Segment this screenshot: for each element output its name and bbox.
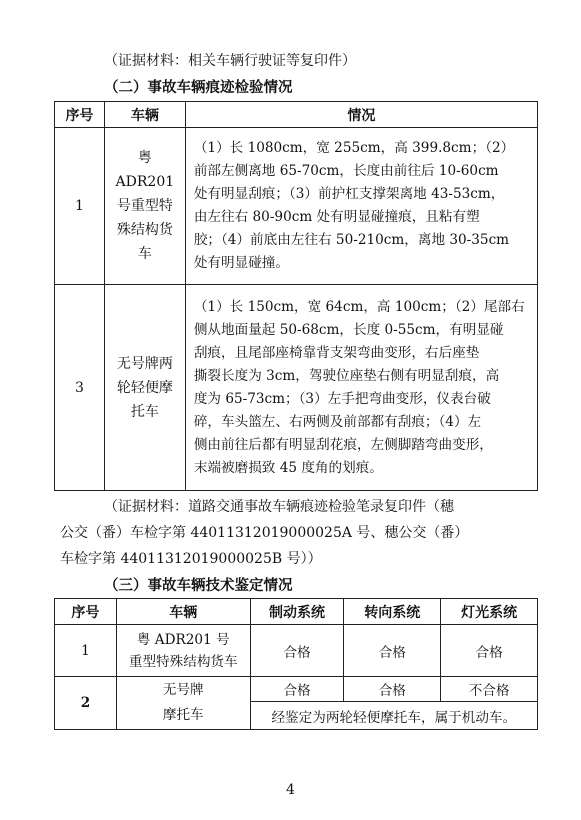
header-brake: 制动系统 bbox=[250, 599, 344, 625]
vehicle-name bbox=[104, 285, 185, 491]
evidence-note-records-1: （证据材料：道路交通事故车辆痕迹检验笔录复印件（穗 bbox=[104, 499, 454, 515]
evidence-note-records-2: 公交（番）车检字第 44011312019000025A 号、穗公交（番） bbox=[60, 525, 469, 541]
desc-line: 碎，车头篮左、右两侧及前部都有刮痕；（4）左 bbox=[193, 413, 482, 430]
header-situation: 情况 bbox=[185, 102, 537, 128]
brake-result: 合格 bbox=[250, 625, 344, 677]
desc-line: 侧由前往后都有明显刮花痕，左侧脚踏弯曲变形， bbox=[193, 436, 493, 453]
lighting-result: 不合格 bbox=[441, 677, 538, 702]
vehicle-line: 重型特殊结构货车 bbox=[128, 653, 238, 670]
desc-line: 由左往右 80-90cm 处有明显碰撞痕，且粘有塑 bbox=[193, 209, 480, 225]
header-vehicle: 车辆 bbox=[104, 102, 185, 128]
vehicle-name bbox=[104, 128, 185, 285]
vehicle-name bbox=[116, 625, 250, 677]
desc-line: 处有明显刮痕；（3）前护杠支撑架离地 43-53cm， bbox=[193, 186, 505, 202]
evidence-note-license: （证据材料：相关车辆行驶证等复印件） bbox=[104, 53, 356, 69]
vehicle-line: 粤 ADR201 bbox=[115, 150, 175, 190]
section-2-heading: （二）事故车辆痕迹检验情况 bbox=[104, 80, 293, 96]
trace-description bbox=[185, 285, 537, 491]
vehicle-line: 无号牌 bbox=[162, 682, 204, 698]
header-vehicle: 车辆 bbox=[116, 599, 250, 625]
vehicle-line: 轮轻便摩 bbox=[116, 379, 173, 396]
vehicle-line: 托车 bbox=[130, 403, 159, 420]
table-row bbox=[55, 625, 538, 677]
desc-line: 侧从地面量起 50-68cm，长度 0-55cm，有明显碰 bbox=[193, 321, 504, 338]
trace-inspection-table bbox=[54, 101, 538, 491]
vehicle-line: 殊结构货 bbox=[116, 222, 173, 238]
desc-line: 处有明显碰撞。 bbox=[193, 255, 289, 271]
section-3-heading: （三）事故车辆技术鉴定情况 bbox=[104, 578, 293, 594]
desc-line: 胶；（4）前底由左往右 50-210cm，离地 30-35cm bbox=[193, 232, 510, 248]
vehicle-line: 粤 ADR201 号 bbox=[136, 631, 230, 648]
evidence-note-records-3: 车检字第 44011312019000025B 号）） bbox=[60, 551, 322, 567]
vehicle-line: 摩托车 bbox=[162, 707, 204, 723]
header-steering: 转向系统 bbox=[344, 599, 441, 625]
vehicle-name bbox=[116, 677, 250, 730]
header-no: 序号 bbox=[55, 102, 105, 128]
desc-line: 度为 65-73cm；（3）左手把弯曲变形，仪表台破 bbox=[193, 390, 491, 407]
row-number: 3 bbox=[55, 285, 105, 491]
page-number: 4 bbox=[286, 782, 295, 798]
steering-result: 合格 bbox=[344, 677, 441, 702]
row-number: 2 bbox=[55, 677, 117, 730]
brake-result: 合格 bbox=[250, 677, 344, 702]
desc-line: （1）长 1080cm，宽 255cm，高 399.8cm；（2） bbox=[193, 140, 515, 156]
header-no: 序号 bbox=[55, 599, 117, 625]
steering-result: 合格 bbox=[344, 625, 441, 677]
desc-line: 撕裂长度为 3cm，驾驶位座垫右侧有明显刮痕，高 bbox=[193, 367, 500, 384]
row-number: 1 bbox=[55, 625, 117, 677]
trace-description bbox=[185, 128, 537, 285]
table-row bbox=[55, 128, 538, 285]
table-row bbox=[55, 677, 538, 702]
appraisal-note: 经鉴定为两轮轻便摩托车，属于机动车。 bbox=[250, 702, 537, 730]
technical-appraisal-table bbox=[54, 598, 538, 730]
desc-line: 刮痕，且尾部座椅靠背支架弯曲变形，右后座垫 bbox=[193, 344, 480, 361]
vehicle-line: 无号牌两 bbox=[116, 355, 173, 372]
desc-line: 末端被磨损致 45 度角的划痕。 bbox=[193, 459, 383, 476]
table-row bbox=[55, 285, 538, 491]
desc-line: 前部左侧离地 65-70cm，长度由前往后 10-60cm bbox=[193, 163, 499, 179]
row-number: 1 bbox=[55, 128, 105, 285]
vehicle-line: 车 bbox=[137, 246, 152, 262]
header-lighting: 灯光系统 bbox=[441, 599, 538, 625]
vehicle-line: 号重型特 bbox=[116, 198, 173, 214]
lighting-result: 合格 bbox=[441, 625, 538, 677]
desc-line: （1）长 150cm，宽 64cm，高 100cm；（2）尾部右 bbox=[193, 298, 525, 315]
